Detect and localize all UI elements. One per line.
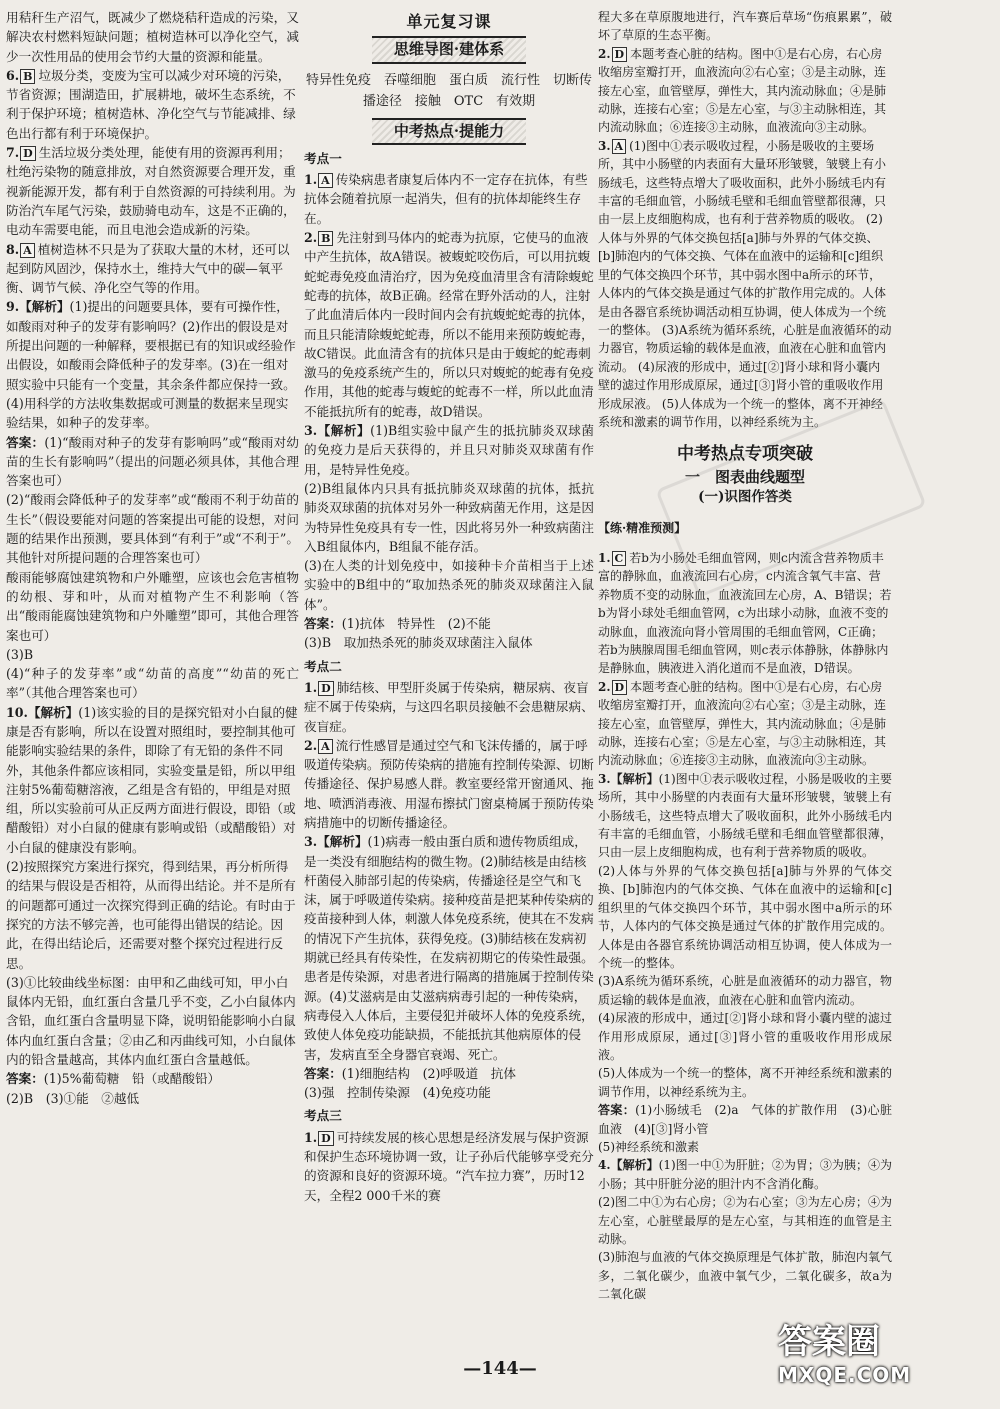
- p1-q2-number: 2.: [304, 230, 318, 246]
- p2-q1-answer-box: D: [318, 681, 334, 696]
- p2-q3-number: 3.: [304, 834, 318, 850]
- p1-q3-answer: [304, 614, 594, 653]
- point-1-heading: 考点一: [304, 150, 342, 166]
- r-question-3: [598, 137, 892, 432]
- mindmap-banner-text: 思维导图·建体系: [372, 36, 526, 63]
- q7-number: 7.: [6, 145, 20, 161]
- hotspot-banner: [304, 118, 594, 145]
- s-q2-number: 2.: [598, 679, 611, 694]
- q9-analysis-label: 【解析】: [19, 299, 70, 315]
- practice-tag: 【练·精准预测】: [598, 520, 687, 535]
- s-q3-answer-label: 答案：: [598, 1103, 636, 1118]
- p1-q1-number: 1.: [304, 172, 318, 188]
- q10-answer-label: 答案：: [6, 1071, 44, 1087]
- p2-question-2: [304, 736, 594, 832]
- point-2-heading: 考点二: [304, 658, 342, 674]
- r-q3-answer-box: A: [612, 139, 627, 154]
- q9-answer: [6, 433, 299, 703]
- watermark-title: 答案圈: [778, 1322, 880, 1362]
- point-3-heading: 考点三: [304, 1108, 342, 1124]
- r-question-2: [598, 45, 892, 137]
- s-q4-analysis-label: 【解析】: [610, 1158, 659, 1173]
- mindmap-terms: 特异性免疫 吞噬细胞 蛋白质 流行性 切断传播途径 接触 OTC 有效期: [305, 72, 592, 109]
- s-q4-number: 4.: [598, 1158, 611, 1173]
- p2-q3-answer: [304, 1064, 594, 1103]
- s-q1-number: 1.: [598, 550, 611, 565]
- unit-review-title: [304, 12, 594, 32]
- q7-text: 生活垃圾分类处理，能使有用的资源再利用；杜绝污染物的随意排放，对自然资源要合理开发，重视新能源开发，都有利于自然资源的可持续利用。为防治汽车尾气污染，鼓励骑电动车，这是不正确的，电动车需要电能，而且电池会造成新的污染。: [6, 145, 296, 238]
- s-q1-text: 若b为小肠处毛细血管网，则c内流含营养物质丰富的静脉血，血液流回右心房，c内流含氧气丰富、营养物质不变的动脉血，血液流回左心房，A、B错误；若b为肾小球处毛细血管网，c为出球小动脉，血液不变的动脉血，血液流向肾小管周围的毛细血管网，C正确；若b为胰腺周围毛细血管网，则c表示体静脉，体静脉内是静脉血，胰液进入消化道而不是血液，D错误。: [598, 550, 892, 676]
- p3-q1-answer-box: D: [318, 1131, 334, 1146]
- question-8: [6, 240, 299, 298]
- p2-q2-number: 2.: [304, 737, 318, 753]
- s-q3-analysis-label: 【解析】: [610, 771, 659, 786]
- p1-q3-answer-text: (1)抗体 特异性 (2)不能 (3)B 取加热杀死的肺炎双球菌注入鼠体: [304, 616, 533, 651]
- p2-q3-analysis-label: 【解析】: [317, 834, 368, 850]
- p1-q2-text: 先注射到马体内的蛇毒为抗原，它使马的血液中产生抗体，故A错误。被蝮蛇咬伤后，可以用抗蝮蛇蛇毒免疫血清治疗，因为免疫血清里含有清除蝮蛇蛇毒的抗体，故B正确。经常在野外活动的人，注射了此血清后体内一段时间内会有抗蝮蛇蛇毒的抗体，而且只能清除蝮蛇蛇毒，所以不能用来预防蝮蛇毒，故C错误。此血清含有的抗体只是由于蝮蛇的蛇毒刺激马的免疫系统产生的，所以只对蝮蛇的蛇毒有免疫作用，其他的蛇毒与蝮蛇的蛇毒不一样，所以此血清不能抵抗所有的蛇毒，故D错误。: [304, 230, 594, 419]
- s-question-3: [598, 770, 892, 1101]
- p3-q1-text: 可持续发展的核心思想是经济发展与保护资源和保护生态环境协调一致，让子孙后代能够享受充分的资源和良好的资源环境。“汽车拉力赛”，历时12天，全程2 000千米的赛: [304, 1129, 594, 1203]
- q6-text: 垃圾分类，变废为宝可以减少对环境的污染，节省资源；围湖造田，扩展耕地，破坏生态系统，不利于保护环境；植树造林、净化空气与节能减排、绿色出行都有利于环境保护。: [6, 67, 296, 141]
- watermark-logo: [778, 1322, 993, 1402]
- q10-answer: [6, 1069, 299, 1108]
- hotspot-banner-text: 中考热点·提能力: [372, 118, 526, 145]
- p1-q3-number: 3.: [304, 423, 318, 439]
- r-q2-number: 2.: [598, 46, 611, 61]
- left-column: [6, 8, 299, 1108]
- p2-question-1: [304, 678, 594, 736]
- q7-answer-box: D: [20, 146, 36, 161]
- q10-answer-text: (1)5%葡萄糖 铅（或醋酸铅） (2)B (3)①能 ②越低: [6, 1071, 221, 1106]
- s-q3-text: (1)图中①表示吸收过程，小肠是吸收的主要场所，其中小肠壁的内表面有大量环形皱襞，皱襞上有小肠绒毛，这些特点增大了吸收面积，此外小肠绒毛内有丰富的毛细血管，小肠绒毛壁和毛细血管壁都很薄，只由一层上皮细胞构成，也有利于营养物质的吸收。 (2)人体与外界的气体交换包括[a]肺与外界的气体交换、[b]肺泡内的气体交换、气体在血液中的运输和[c]组织里的气体交换四个环节，其中弱水图中a所示的环节，人体内的气体交换是通过气体的扩散作用完成的。人体是由各器官系统协调活动相互协调，使人体成为一个统一的整体。 (3)A系统为循环系统，心脏是血液循环的动力器官，物质运输的载体是血液，血液在心脏和血管内流动。 (4)尿液的形成中，通过[②]肾小球和肾小囊内壁的滤过作用形成原尿，通过[③]肾小管的重吸收作用形成尿液。 (5)人体成为一个统一的整体，离不开神经系统和激素的调节作用，以神经系统为主。: [598, 771, 892, 1099]
- q6-answer-box: B: [20, 69, 35, 84]
- p2-q1-text: 肺结核、甲型肝炎属于传染病，糖尿病、夜盲症不属于传染病，与这四名职员接触不会患糖尿病、夜盲症。: [304, 679, 594, 734]
- p1-q3-text: (1)B组实验中鼠产生的抵抗肺炎双球菌的免疫力是后天获得的，并且只对肺炎双球菌有作用，是特异性免疫。 (2)B组鼠体内只具有抵抗肺炎双球菌的抗体，抵抗肺炎双球菌的抗体对另外一种致病菌无作用，这是因为特异性免疫具有专一性，因此将另外一种致病菌注入B组鼠体内，B组鼠不能存活。 (3)在人类的计划免疫中，如接种卡介苗相当于上述实验中的B组中的“取加热杀死的肺炎双球菌注入鼠体”。: [304, 423, 594, 612]
- p1-q2-answer-box: B: [318, 231, 333, 246]
- q6-number: 6.: [6, 67, 20, 83]
- right-column: [598, 8, 892, 1304]
- q8-text: 植树造林不只是为了获取大量的木材，还可以起到防风固沙，保持水土，维持大气中的碳—氧平衡、调节气候、净化空气等的作用。: [6, 241, 290, 296]
- s-q3-answer: [598, 1101, 892, 1156]
- q10-text: (1)该实验的目的是探究铅对小白鼠的健康是否有影响，所以在设置对照组时，要控制其他可能影响实验结果的条件，即除了有无铅的条件不同外，其他条件都应该相同，实验变量是铅，所以甲组注射5%葡萄糖溶液，乙组是含有铅的，甲组是对照组，所以实验前可从正反两方面进行假设，即铅（或醋酸铅）对小白鼠的健康有影响或铅（或醋酸铅）对小白鼠的健康没有影响。 (2)按照探究方案进行探究，得到结果，再分析所得的结果与假设是否相符，从而得出结论。并不是所有的问题都可通过一次探究得到正确的结论。有时由于探究的方法不够完善，也可能得出错误的结论。因此，在得出结论后，还需要对整个探究过程进行反思。 (3)①比较曲线坐标图：由甲和乙曲线可知，甲小白鼠体内无铅，血红蛋白含量几乎不变，乙小白鼠体内含铅，血红蛋白含量明显下降，说明铅能影响小白鼠体内血红蛋白含量；②由乙和丙曲线可知，小白鼠体内的铅含量越高，其体内血红蛋白含量越低。: [6, 704, 298, 1068]
- q9-answer-label: 答案：: [6, 434, 45, 450]
- diagram-category-title: (一)识图作答类: [698, 489, 792, 506]
- intro-paragraph: 用秸秆生产沼气，既减少了燃烧秸秆造成的污染，又解决农村燃料短缺问题；植树造林可以净化空气，减少一次性用品的使用会节约大量的资源和能量。: [6, 10, 299, 64]
- p2-q3-answer-text: (1)细胞结构 (2)呼吸道 抗体 (3)强 控制传染源 (4)免疫功能: [304, 1065, 516, 1101]
- s-q3-number: 3.: [598, 771, 611, 786]
- q10-number: 10.: [6, 704, 28, 720]
- s-q2-text: 本题考查心脏的结构。图中①是右心房，右心房收缩房室瓣打开，血液流向②右心室；③是主动脉，连接左心室，血管壁厚，弹性大，其内流动脉血；④是肺动脉，连接右心室；⑤是左心室，与③主动脉相连，其内流动脉血；⑥连接③主动脉，血液流向③主动脉。: [598, 679, 887, 768]
- p2-question-3: [304, 832, 594, 1064]
- p1-q3-answer-label: 答案：: [304, 616, 342, 632]
- unit-title-text: 单元复习课: [406, 12, 492, 31]
- p1-q1-answer-box: A: [318, 173, 333, 188]
- q9-answer-text: (1)“酸雨对种子的发芽有影响吗”或“酸雨对幼苗的生长有影响吗”（提出的问题必须具体，其他合理答案也可） (2)“酸雨会降低种子的发芽率”或“酸雨不利于幼苗的生长”（假设要能对问题的答案提出可能的设想，对问题的结果作出预测，要具体到“有利于”或“不利于”。其他针对所提问题的合理答案也可） 酸雨能够腐蚀建筑物和户外雕塑，应该也会危害植物的幼根、芽和叶，从而对植物产生不利影响（答出“酸雨能腐蚀建筑物和户外雕塑”即可，其他合理答案也可） (3)B (4)“种子的发芽率”或“幼苗的高度”“幼苗的死亡率”（其他合理答案也可）: [6, 434, 300, 701]
- p1-q3-analysis-label: 【解析】: [317, 423, 371, 439]
- continued-text: 程大多在草原腹地进行，汽车赛后草场“伤痕累累”，破坏了草原的生态平衡。: [598, 10, 892, 43]
- watermark-url: MXQE.COM: [778, 1363, 912, 1387]
- p2-q1-number: 1.: [304, 679, 318, 695]
- middle-column: [304, 8, 594, 1205]
- chart-topic-subtitle: 一 图表曲线题型: [684, 467, 805, 486]
- p3-q1-number: 1.: [304, 1129, 318, 1145]
- p1-question-2: [304, 228, 594, 421]
- p3-question-1: [304, 1128, 594, 1205]
- r-q2-text: 本题考查心脏的结构。图中①是右心房，右心房收缩房室瓣打开，血液流向②右心室；③是主动脉，连接左心室，血管壁厚，弹性大，其内流动脉血；④是肺动脉，连接右心室；⑤是左心室，与③主动脉相连，其内流动脉血；⑥连接③主动脉，血液流向③主动脉。: [598, 46, 887, 135]
- special-topic-title: 中考热点专项突破: [677, 444, 813, 465]
- p2-q3-text: (1)病毒一般由蛋白质和遗传物质组成，是一类没有细胞结构的微生物。(2)肺结核是由结核杆菌侵入肺部引起的传染病，传播途径是空气和飞沫，属于呼吸道传染病。接种疫苗是把某种传染病的疫苗接种到人体，刺激人体免疫系统，使其在不发病的情况下产生抗体，获得免疫。(3)肺结核在发病初期就已经具有传染性，在发病初期它的传染性最强。患者是传染源，对患者进行隔离的措施属于控制传染源。(4)艾滋病是由艾滋病病毒引起的一种传染病，病毒侵入人体后，主要侵犯并破坏人体的免疫系统，致使人体免疫功能缺损，不能抵抗其他病原体的侵害，发病直至全身器官衰竭、死亡。: [304, 834, 594, 1062]
- s-q1-answer-box: C: [612, 551, 627, 566]
- question-7: [6, 143, 299, 239]
- p1-q1-text: 传染病患者康复后体内不一定存在抗体，有些抗体会随着抗原一起消失，但有的抗体却能终生存在。: [304, 172, 588, 226]
- page-number: —144—: [463, 1358, 537, 1379]
- q9-number: 9.: [6, 299, 20, 315]
- q8-number: 8.: [6, 241, 20, 257]
- mindmap-banner: [304, 36, 594, 63]
- q9-text: (1)提出的问题要具体，要有可操作性，如酸雨对种子的发芽有影响吗？(2)作出的假设是对所提出问题的一种解释，要根据已有的知识或经验作出假设，如酸雨会降低种子的发芽率。(3)在一组对照实验中只能有一个变量，其余条件都应保持一致。(4)用科学的方法收集数据或可测量的数据来呈现实验结果，如种子的发芽率。: [6, 299, 296, 431]
- question-9: [6, 297, 299, 432]
- question-6: [6, 66, 299, 143]
- p2-q2-text: 流行性感冒是通过空气和飞沫传播的，属于呼吸道传染病。预防传染病的措施有控制传染源、切断传播途径、保护易感人群。教室要经常开窗通风、拖地、喷洒消毒液、用湿布擦拭门窗桌椅属于预防传染病措施中的切断传播途径。: [304, 737, 594, 830]
- s-question-4: [598, 1156, 892, 1303]
- q10-analysis-label: 【解析】: [27, 704, 79, 720]
- p1-question-3: [304, 421, 594, 614]
- r-q2-answer-box: D: [612, 47, 628, 62]
- p2-q3-answer-label: 答案：: [304, 1065, 342, 1081]
- q8-answer-box: A: [20, 243, 35, 258]
- p2-q2-answer-box: A: [318, 739, 333, 754]
- s-q3-answer-text: (1)小肠绒毛 (2)a 气体的扩散作用 (3)心脏 血液 (4)[③]肾小管 (5)神经系统和激素: [598, 1103, 892, 1154]
- question-10: [6, 703, 299, 1070]
- s-question-2: [598, 678, 892, 770]
- p1-question-1: [304, 170, 594, 228]
- r-q3-text: (1)图中①表示吸收过程，小肠是吸收的主要场所，其中小肠壁的内表面有大量环形皱襞，皱襞上有小肠绒毛，这些特点增大了吸收面积，此外小肠绒毛内有丰富的毛细血管，小肠绒毛壁和毛细血管壁都很薄，只由一层上皮细胞构成，也有利于营养物质的吸收。 (2)人体与外界的气体交换包括[a]肺与外界的气体交换、[b]肺泡内的气体交换、气体在血液中的运输和[c]组织里的气体交换四个环节，其中弱水图中a所示的环节，人体内的气体交换是通过气体的扩散作用完成的。人体是由各器官系统协调活动相互协调，使人体成为一个统一的整体。 (3)A系统为循环系统，心脏是血液循环的动力器官，物质运输的载体是血液，血液在心脏和血管内流动。 (4)尿液的形成中，通过[②]肾小球和肾小囊内壁的滤过作用形成原尿，通过[③]肾小管的重吸收作用形成尿液。 (5)人体成为一个统一的整体，离不开神经系统和激素的调节作用，以神经系统为主。: [598, 138, 892, 429]
- r-q3-number: 3.: [598, 138, 611, 153]
- s-q4-text: (1)图一中①为肝脏；②为胃；③为胰；④为小肠；其中肝脏分泌的胆汁内不含消化酶。 (2)图二中①为右心房；②为右心室；③为左心房；④为左心室，心脏壁最厚的是左心室，与其相连的血管是主动脉。 (3)肺泡与血液的气体交换原理是气体扩散，肺泡内氧气多，二氧化碳少，血液中氧气少，二氧化碳多，故a为二氧化碳: [598, 1158, 892, 1302]
- s-q2-answer-box: D: [612, 680, 628, 695]
